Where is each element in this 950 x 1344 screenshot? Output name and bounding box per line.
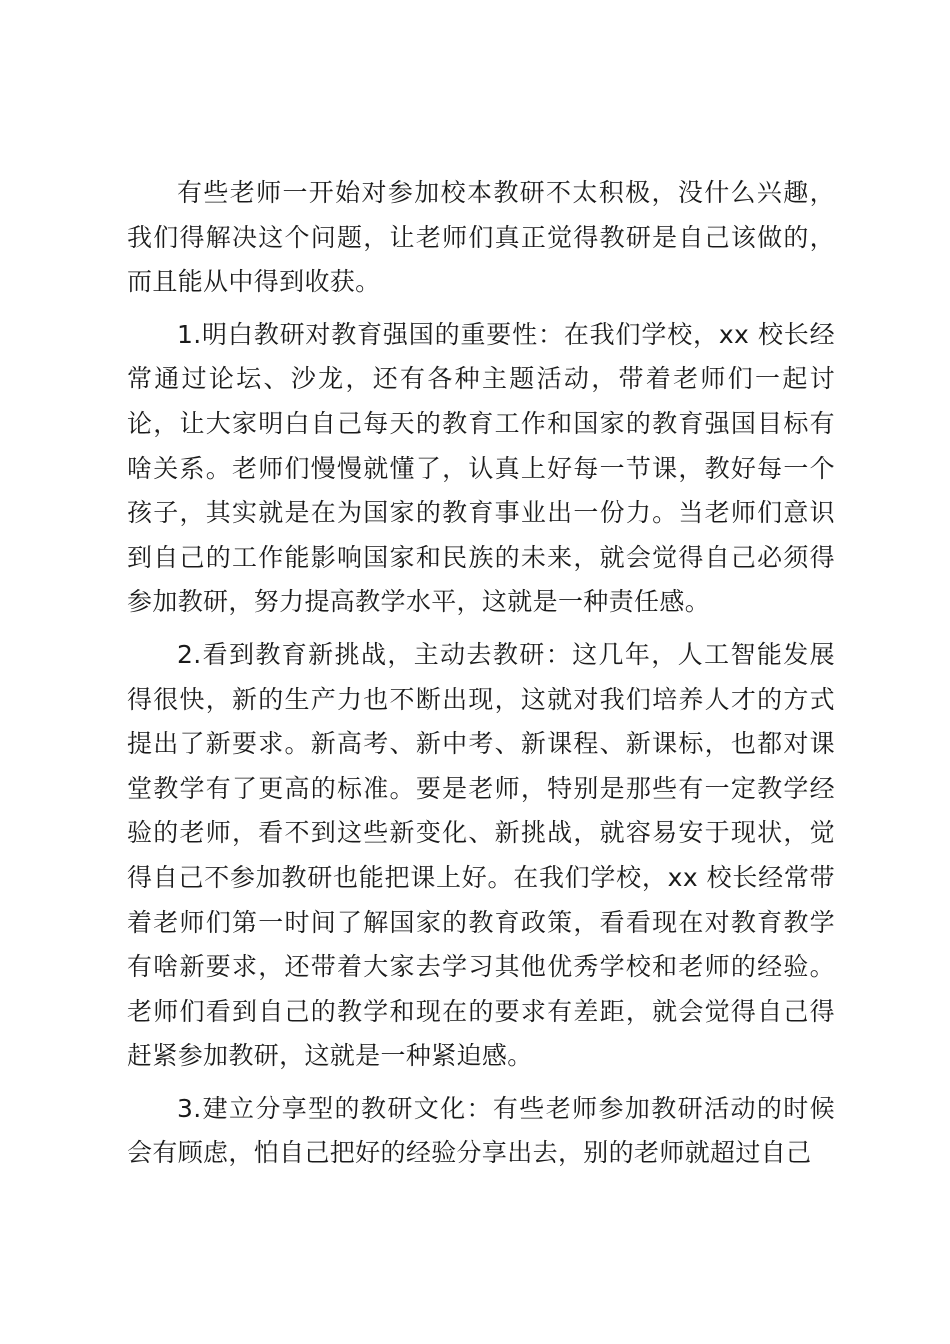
paragraph-point-1: 1.明白教研对教育强国的重要性：在我们学校，xx 校长经常通过论坛、沙龙，还有各种主题活动，带着老师们一起讨论，让大家明白自己每天的教育工作和国家的教育强国目标有啥关系。老师们慢慢就懂了，认真上好每一节课，教好每一个孩子，其实就是在为国家的教育事业出一份力。当老师们意识到自己的工作能影响国家和民族的未来，就会觉得自己必须得参加教研，努力提高教学水平，这就是一种责任感。 <box>127 319 835 617</box>
paragraph-intro: 有些老师一开始对参加校本教研不太积极，没什么兴趣，我们得解决这个问题，让老师们真正觉得教研是自己该做的，而且能从中得到收获。 <box>127 178 835 297</box>
document-body <box>127 171 835 1176</box>
paragraph-point-2: 2.看到教育新挑战，主动去教研：这几年，人工智能发展得很快，新的生产力也不断出现，这就对我们培养人才的方式提出了新要求。新高考、新中考、新课程、新课标，也都对课堂教学有了更高的标准。要是老师，特别是那些有一定教学经验的老师，看不到这些新变化、新挑战，就容易安于现状，觉得自己不参加教研也能把课上好。在我们学校，xx 校长经常带着老师们第一时间了解国家的教育政策，看看现在对教育教学有啥新要求，还带着大家去学习其他优秀学校和老师的经验。老师们看到自己的教学和现在的要求有差距，就会觉得自己得赶紧参加教研，这就是一种紧迫感。 <box>127 639 835 1071</box>
paragraph-point-3: 3.建立分享型的教研文化：有些老师参加教研活动的时候会有顾虑，怕自己把好的经验分享出去，别的老师就超过自己 <box>127 1093 835 1168</box>
